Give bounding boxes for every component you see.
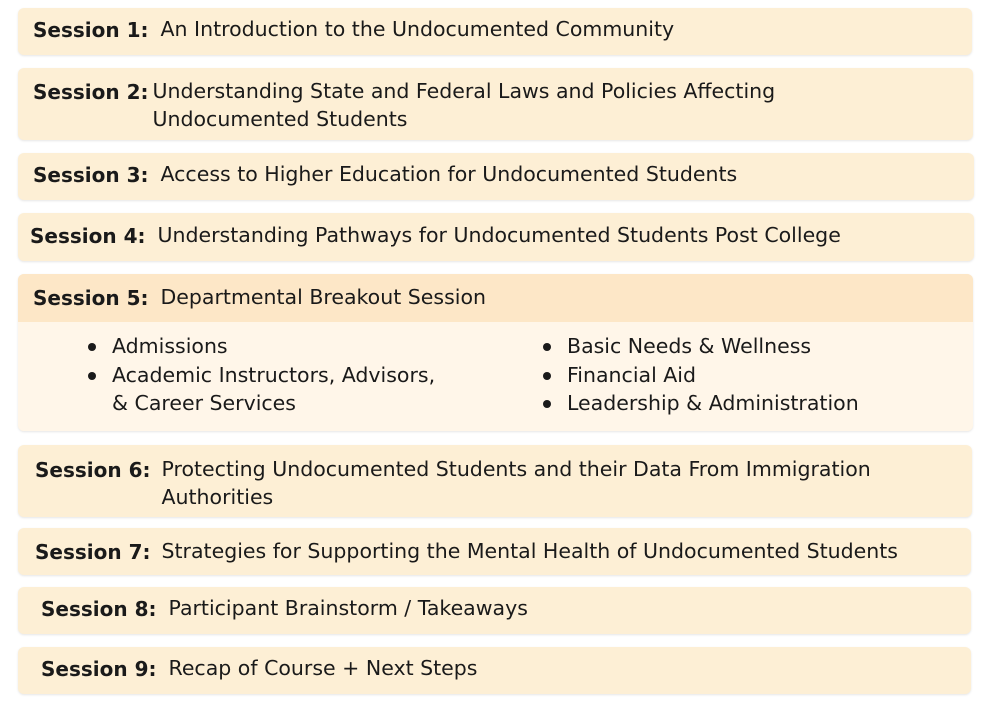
session-title: Access to Higher Education for Undocumented Students — [160, 162, 738, 186]
session-label: Session 2: — [33, 80, 149, 104]
breakout-item: Academic Instructors, Advisors, & Career Services — [86, 361, 435, 418]
session-title: An Introduction to the Undocumented Community — [160, 17, 675, 41]
session-title: Participant Brainstorm / Takeaways — [168, 596, 528, 620]
session-title-line: Authorities — [161, 485, 274, 509]
session-label: Session 3: — [33, 163, 149, 187]
session-label: Session 9: — [41, 657, 157, 681]
session-card-5 — [18, 274, 973, 431]
breakout-item: Basic Needs & Wellness — [541, 332, 859, 361]
session-card-2 — [18, 68, 973, 140]
session-label: Session 7: — [35, 540, 151, 564]
breakout-item: Leadership & Administration — [541, 389, 859, 418]
session-label: Session 1: — [33, 18, 149, 42]
session-title — [153, 77, 776, 133]
session-title: Recap of Course + Next Steps — [168, 656, 478, 680]
breakout-item: Admissions — [86, 332, 435, 361]
session-card-1 — [18, 8, 972, 55]
session-card-9 — [18, 647, 971, 694]
session-label: Session 6: — [35, 458, 151, 482]
session-title — [162, 455, 871, 511]
session-title: Departmental Breakout Session — [160, 285, 486, 309]
session-card-8 — [18, 587, 971, 634]
session-title-line: Protecting Undocumented Students and their Data From Immigration — [161, 457, 871, 481]
session-card-6 — [18, 445, 972, 517]
session-title-line: Understanding State and Federal Laws and Policies Affecting — [152, 79, 776, 103]
session-title-line: Undocumented Students — [152, 107, 408, 131]
session-label: Session 5: — [33, 286, 149, 310]
session-card-3 — [18, 153, 974, 200]
session-label: Session 4: — [30, 224, 146, 248]
breakout-item: Financial Aid — [541, 361, 859, 390]
session-card-7 — [18, 528, 971, 575]
breakout-list-left — [86, 332, 435, 418]
breakout-list-right — [541, 332, 859, 418]
session-title: Understanding Pathways for Undocumented Students Post College — [157, 223, 841, 247]
session-title: Strategies for Supporting the Mental Health of Undocumented Students — [161, 539, 898, 563]
session-card-4 — [18, 213, 974, 261]
session-label: Session 8: — [41, 597, 157, 621]
